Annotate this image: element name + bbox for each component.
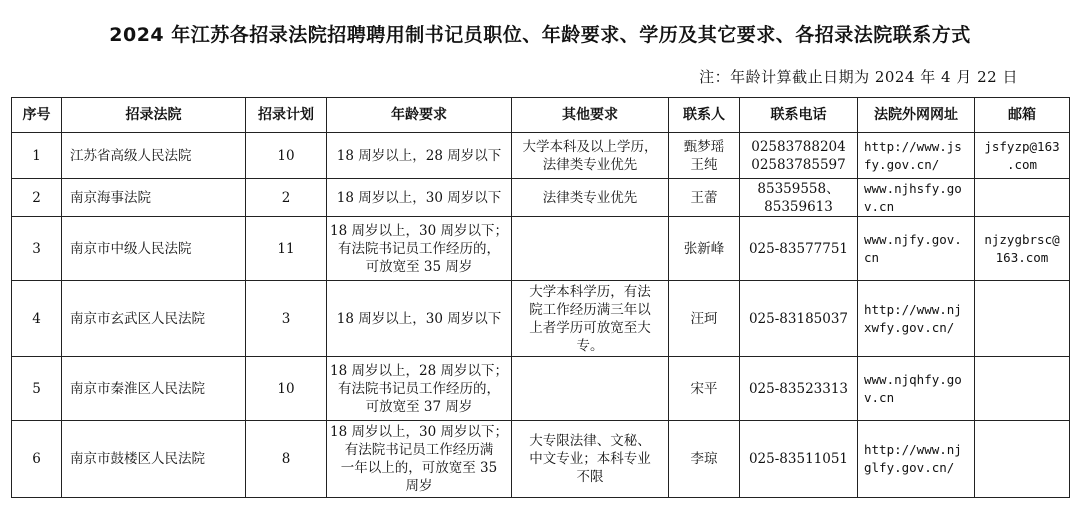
- cell-no: 1: [12, 133, 62, 179]
- cell-website: [858, 179, 975, 217]
- header-no: 序号: [12, 98, 62, 133]
- cell-no: 2: [12, 179, 62, 217]
- cell-email: [975, 179, 1070, 217]
- cell-plan: 10: [246, 133, 327, 179]
- header-website: 法院外网网址: [858, 98, 975, 133]
- table-row: [12, 421, 1070, 498]
- cell-website-line: v.cn: [864, 198, 895, 214]
- cell-other-line: 上者学历可放宽至大: [529, 319, 651, 336]
- cell-contact: [669, 217, 740, 281]
- header-age: 年龄要求: [327, 98, 512, 133]
- cell-email-line: jsfyzp@163: [984, 138, 1060, 154]
- header-contact: 联系人: [669, 98, 740, 133]
- cell-phone-line: 85359613: [764, 198, 833, 215]
- cell-phone-line: 025-83511051: [748, 451, 849, 467]
- cell-other: [512, 217, 669, 281]
- cell-age-line: 一年以上的，可放宽至 35: [340, 460, 498, 476]
- header-other: 其他要求: [512, 98, 669, 133]
- cell-age-line: 18 周岁以上，30 周岁以下: [336, 189, 502, 206]
- recruitment-table: [11, 97, 1070, 498]
- cell-no: 4: [12, 281, 62, 357]
- cell-email: [975, 281, 1070, 357]
- cell-email: [975, 357, 1070, 421]
- cell-website-line: glfy.gov.cn/: [864, 460, 955, 475]
- cell-age: [327, 357, 512, 421]
- cell-age: [327, 421, 512, 498]
- cell-age-line: 可放宽至 35 周岁: [365, 258, 473, 275]
- cell-age: [327, 281, 512, 357]
- cell-age-line: 有法院书记员工作经历的，: [338, 380, 500, 397]
- cell-plan: 3: [246, 281, 327, 357]
- cell-plan: 11: [246, 217, 327, 281]
- cell-email-line: .com: [1006, 156, 1038, 172]
- cell-other-line: 大学本科及以上学历，: [522, 138, 658, 155]
- cell-other-line: 法律类专业优先: [542, 189, 638, 206]
- cell-phone: [740, 179, 858, 217]
- cell-age: [327, 133, 512, 179]
- cell-age-line: 18 周岁以上，30 周岁以下: [336, 310, 502, 327]
- cell-no: 3: [12, 217, 62, 281]
- cell-contact: [669, 281, 740, 357]
- cell-other-line: 大专限法律、文秘、: [529, 433, 651, 449]
- cell-contact: [669, 179, 740, 217]
- cell-court: 南京市秦淮区人民法院: [62, 357, 246, 421]
- cell-age-line: 18 周岁以上，28 周岁以下；: [330, 362, 508, 379]
- cell-contact: [669, 133, 740, 179]
- cell-website-line: www.njfy.gov.: [864, 231, 962, 247]
- cell-email: [975, 421, 1070, 498]
- cell-plan: 10: [246, 357, 327, 421]
- cell-plan: 2: [246, 179, 327, 217]
- cell-website-line: www.njqhfy.go: [864, 371, 962, 387]
- cell-email-line: njzygbrsc@: [984, 231, 1060, 247]
- cell-phone-line: 85359558、: [757, 180, 840, 197]
- cell-court: 南京海事法院: [62, 179, 246, 217]
- cell-website-line: http://www.nj: [864, 301, 962, 317]
- table-row: [12, 281, 1070, 357]
- cell-phone: [740, 357, 858, 421]
- header-plan: 招录计划: [246, 98, 327, 133]
- cell-phone: [740, 217, 858, 281]
- cell-court: 南京市玄武区人民法院: [62, 281, 246, 357]
- cell-phone-line: 025-83523313: [748, 380, 849, 397]
- cell-website: [858, 357, 975, 421]
- cell-other: [512, 133, 669, 179]
- cell-email-line: 163.com: [995, 249, 1049, 265]
- cell-other-line: 中文专业；本科专业: [529, 451, 651, 467]
- cell-no: 6: [12, 421, 62, 498]
- cell-website: [858, 133, 975, 179]
- cell-other-line: 大学本科学历，有法: [529, 283, 651, 300]
- cell-website-line: www.njhsfy.go: [864, 180, 962, 196]
- cell-contact-line: 王纯: [690, 156, 718, 173]
- cell-contact-line: 王蕾: [690, 189, 718, 206]
- cell-website-line: fy.gov.cn/: [864, 156, 940, 172]
- cell-phone-line: 02583785597: [751, 156, 846, 173]
- table-row: [12, 357, 1070, 421]
- cell-contact-line: 汪珂: [690, 310, 718, 327]
- cell-contact-line: 李琼: [690, 451, 718, 467]
- page-title: 2024 年江苏各招录法院招聘聘用制书记员职位、年龄要求、学历及其它要求、各招录法院联系方式: [109, 24, 971, 46]
- cell-email: [975, 133, 1070, 179]
- cell-website: [858, 217, 975, 281]
- cell-other-line: 院工作经历满三年以: [529, 301, 651, 318]
- cell-website-line: http://www.nj: [864, 442, 962, 457]
- cell-age-line: 18 周岁以上，30 周岁以下；: [330, 424, 508, 440]
- cell-age-line: 有法院书记员工作经历的，: [338, 240, 500, 257]
- cell-contact-line: 张新峰: [683, 240, 725, 257]
- cell-age-line: 周岁: [405, 478, 433, 494]
- cell-other-line: 专。: [576, 337, 604, 354]
- cell-court: 江苏省高级人民法院: [62, 133, 246, 179]
- cell-contact: [669, 357, 740, 421]
- cell-other-line: 法律类专业优先: [542, 156, 638, 173]
- cell-age: [327, 217, 512, 281]
- cell-other: [512, 421, 669, 498]
- cell-website-line: http://www.js: [864, 138, 962, 154]
- cell-age-line: 18 周岁以上，28 周岁以下: [336, 147, 502, 164]
- cell-website-line: xwfy.gov.cn/: [864, 319, 955, 335]
- cell-other: [512, 357, 669, 421]
- cell-age-line: 可放宽至 37 周岁: [365, 398, 473, 415]
- cell-website: [858, 421, 975, 498]
- header-court: 招录法院: [62, 98, 246, 133]
- age-calculation-note: 注：年龄计算截止日期为 2024 年 4 月 22 日: [699, 68, 1018, 86]
- cell-plan: 8: [246, 421, 327, 498]
- cell-contact-line: 宋平: [690, 380, 718, 397]
- cell-other: [512, 281, 669, 357]
- cell-email: [975, 217, 1070, 281]
- table-row: [12, 133, 1070, 179]
- cell-contact: [669, 421, 740, 498]
- cell-website-line: cn: [864, 249, 880, 265]
- cell-phone: [740, 133, 858, 179]
- cell-no: 5: [12, 357, 62, 421]
- cell-phone-line: 02583788204: [751, 138, 846, 155]
- cell-age-line: 有法院书记员工作经历满: [344, 442, 494, 458]
- cell-phone-line: 025-83185037: [748, 310, 849, 327]
- cell-other-line: 不限: [576, 469, 604, 485]
- cell-phone: [740, 421, 858, 498]
- cell-phone-line: 025-83577751: [748, 240, 849, 257]
- cell-other: [512, 179, 669, 217]
- cell-court: 南京市中级人民法院: [62, 217, 246, 281]
- cell-contact-line: 甄梦瑶: [683, 138, 725, 155]
- table-header-row: [12, 98, 1070, 133]
- table-row: [12, 179, 1070, 217]
- table-row: [12, 217, 1070, 281]
- cell-phone: [740, 281, 858, 357]
- cell-court: 南京市鼓楼区人民法院: [62, 421, 246, 498]
- cell-age-line: 18 周岁以上，30 周岁以下；: [330, 222, 508, 239]
- header-phone: 联系电话: [740, 98, 858, 133]
- header-email: 邮箱: [975, 98, 1070, 133]
- cell-website-line: v.cn: [864, 389, 895, 405]
- cell-website: [858, 281, 975, 357]
- cell-age: [327, 179, 512, 217]
